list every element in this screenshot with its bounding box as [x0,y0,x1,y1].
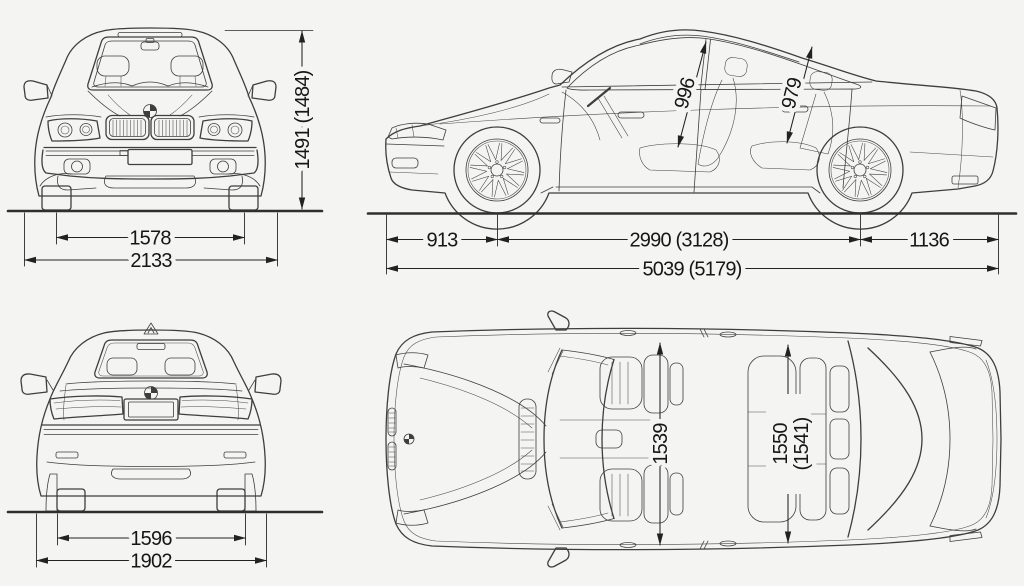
dim-label-rear-track: 1596 [130,528,172,550]
center-console [560,420,650,458]
rear-window-front-arc [848,341,861,537]
top-view [386,311,1001,567]
dim-label-overall-width: 2133 [130,250,172,272]
exhaust-side [952,176,978,184]
front-air-dam [104,176,195,188]
rear-right-tire [217,489,245,511]
front-right-mirror [252,81,276,101]
antenna-fin [144,323,158,334]
dim-label-front-overhang: 913 [426,229,458,252]
front-view [8,28,322,272]
rear-left-tire [57,489,85,511]
top-taillights [950,337,982,542]
door-handle-mark [620,543,636,548]
dim-label-body-width: 1902 [130,550,172,573]
windshield-base-arc [544,350,562,528]
kidney-grille [106,116,194,140]
rear-left-headrest [107,358,137,375]
side-dimensions [387,215,999,281]
b-pillar [701,39,711,90]
door-handle-mark [620,331,636,336]
trunk-lid-arc [930,352,950,526]
left-reflector [56,452,78,458]
fender-vent [540,118,560,123]
dim-label-rear-headroom: 979 [777,75,807,112]
rear-view [8,323,322,573]
right-reflector [224,452,246,458]
bmw-roundel-rear [145,387,158,400]
dashboard-line [92,82,208,87]
front-left-headrest [97,56,129,76]
wipers [548,348,563,530]
top-car-drawing [386,311,1001,567]
cowl-vent [519,399,536,479]
dim-label-overall-length: 5039 (5179) [642,258,742,281]
rear-window [95,340,208,378]
rear-dimensions [37,514,267,573]
top-left-mirror [548,311,569,330]
side-fog-light [392,158,418,168]
dim-label-front-interior-width: 1539 [650,423,672,465]
front-left-mirror [24,81,48,101]
top-kidney-grilles [388,408,396,470]
rear-car-drawing [21,323,281,511]
dim-label-wheelbase: 2990 (3128) [629,229,729,252]
rear-left-mirror [21,374,47,394]
front-right-headrest [171,56,203,76]
rear-right-headrest [165,358,195,375]
dim-label-front-track: 1578 [129,227,171,250]
front-car-drawing [24,28,276,210]
rear-diffuser [111,469,190,479]
rear-window-rear-arc [868,348,922,530]
rear-bumper-lower [47,462,255,467]
side-body-outline [386,30,998,229]
console-detail [596,430,622,448]
side-rear-wheel [817,127,903,213]
rear-right-mirror [255,374,281,394]
front-left-headlight [46,115,101,141]
front-right-headlight [199,115,254,141]
left-taillight [50,396,123,419]
dim-label-height: 1491 (1484) [292,70,314,170]
top-hood-creases [404,364,546,514]
dim-label-rear-interior-width: 1550 [770,423,792,465]
top-body-outline [386,328,1001,549]
a-pillars-top [562,350,614,528]
right-taillight [179,396,252,419]
dim-label-front-headroom: 996 [670,75,700,112]
front-sunroof-band [118,33,182,38]
dim-label-rear-interior-width-alt: (1541) [791,417,813,471]
dim-label-rear-overhang: 1136 [909,229,949,252]
third-brake-light [137,344,165,350]
taillight-side [960,96,996,130]
side-windows [567,38,861,90]
side-car-drawing [386,30,998,229]
top-right-mirror [548,548,569,567]
side-front-wheel [454,127,540,213]
front-license-plate [128,150,192,165]
rearview-mirror [141,42,159,50]
side-view [368,30,1016,281]
